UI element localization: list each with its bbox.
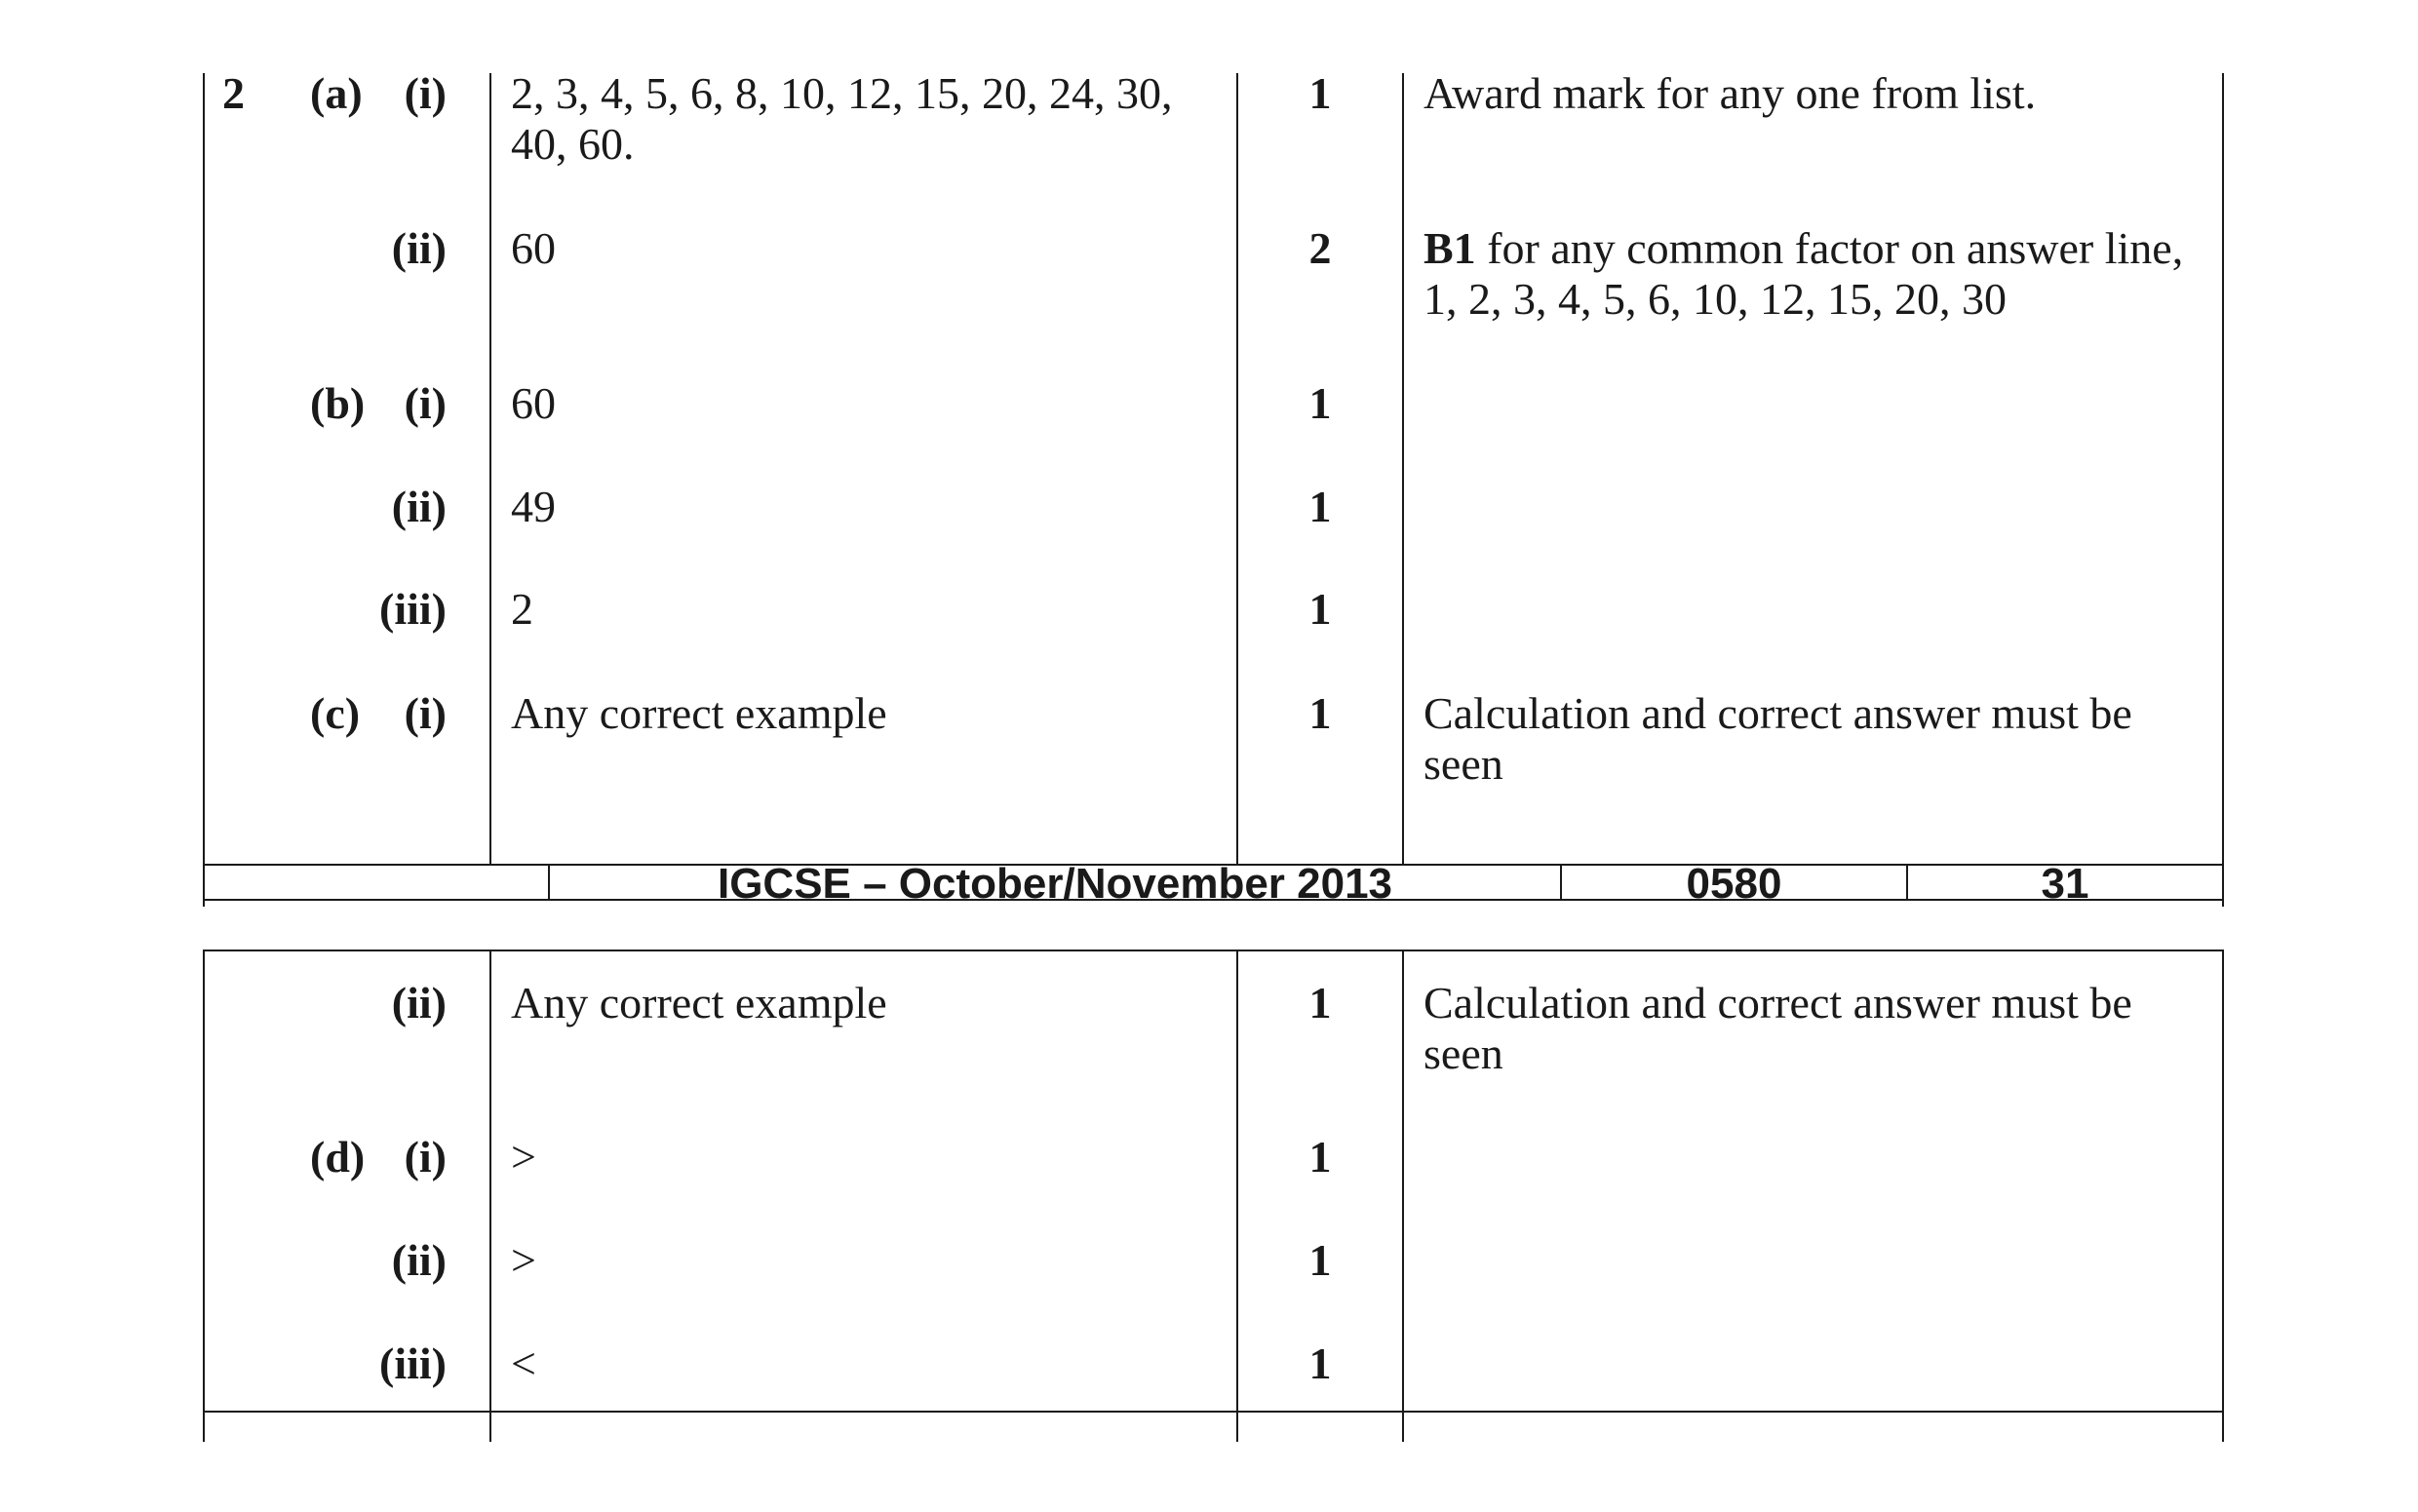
notes-text: Calculation and correct answer must be bbox=[1424, 978, 2132, 1027]
paper-number: 31 bbox=[2041, 865, 2089, 902]
answer-text: Any correct example bbox=[511, 978, 887, 1027]
notes-text: 1, 2, 3, 4, 5, 6, 10, 12, 15, 20, 30 bbox=[1424, 274, 2007, 324]
subpart-label: (i) bbox=[404, 68, 447, 118]
mark-value: 1 bbox=[1308, 68, 1332, 118]
notes-text: seen bbox=[1424, 739, 1503, 789]
subpart-label: (i) bbox=[404, 378, 447, 428]
answer-text: 2, 3, 4, 5, 6, 8, 10, 12, 15, 20, 24, 30, bbox=[511, 68, 1173, 118]
part-label: (d) bbox=[310, 1132, 366, 1182]
notes-text bbox=[1424, 223, 2183, 274]
notes-text: Calculation and correct answer must be bbox=[1424, 688, 2132, 738]
answer-text: < bbox=[511, 1338, 536, 1388]
part-label: (c) bbox=[310, 688, 361, 738]
column-divider-mark bbox=[1236, 73, 1238, 865]
answer-text: 49 bbox=[511, 482, 556, 531]
table-border-right bbox=[2222, 950, 2224, 1442]
question-number: 2 bbox=[222, 68, 245, 118]
answer-text: > bbox=[511, 1132, 536, 1182]
notes-text: Award mark for any one from list. bbox=[1424, 68, 2037, 118]
answer-text: 40, 60. bbox=[511, 119, 635, 169]
subpart-label: (ii) bbox=[391, 482, 447, 531]
subpart-label: (iii) bbox=[379, 1338, 447, 1388]
answer-text: 2 bbox=[511, 584, 533, 634]
subpart-label: (ii) bbox=[391, 1235, 447, 1285]
mark-value: 2 bbox=[1308, 223, 1332, 273]
subpart-label: (i) bbox=[404, 688, 447, 738]
exam-session: IGCSE – October/November 2013 bbox=[717, 865, 1393, 902]
subpart-label: (iii) bbox=[379, 584, 447, 634]
column-divider-notes bbox=[1402, 950, 1404, 1442]
mark-value: 1 bbox=[1308, 482, 1332, 531]
column-divider-notes bbox=[1402, 73, 1404, 865]
subpart-label: (ii) bbox=[391, 978, 447, 1027]
table-border-left bbox=[203, 73, 205, 907]
answer-text: Any correct example bbox=[511, 688, 887, 738]
table-border-bottom bbox=[203, 1411, 2224, 1413]
mark-value: 1 bbox=[1308, 378, 1332, 428]
mark-value: 1 bbox=[1308, 1338, 1332, 1388]
answer-text: 60 bbox=[511, 223, 556, 273]
mark-value: 1 bbox=[1308, 978, 1332, 1027]
mark-value: 1 bbox=[1308, 688, 1332, 738]
subpart-label: (ii) bbox=[391, 223, 447, 273]
column-divider-answer bbox=[489, 950, 491, 1442]
mark-value: 1 bbox=[1308, 1235, 1332, 1285]
part-label: (b) bbox=[310, 378, 366, 428]
table-border-left bbox=[203, 950, 205, 1442]
table-border-right bbox=[2222, 73, 2224, 907]
mark-value: 1 bbox=[1308, 1132, 1332, 1182]
part-label: (a) bbox=[310, 68, 363, 118]
notes-text: seen bbox=[1424, 1028, 1503, 1078]
notes-text-line: for any common factor on answer line, bbox=[1475, 223, 2184, 273]
syllabus-code: 0580 bbox=[1686, 865, 1782, 902]
answer-text: > bbox=[511, 1235, 536, 1285]
mark-value: 1 bbox=[1308, 584, 1332, 634]
table-border-top bbox=[203, 950, 2224, 951]
subpart-label: (i) bbox=[404, 1132, 447, 1182]
column-divider-answer bbox=[489, 73, 491, 865]
notes-bold-prefix: B1 bbox=[1424, 223, 1476, 273]
answer-text: 60 bbox=[511, 378, 556, 428]
